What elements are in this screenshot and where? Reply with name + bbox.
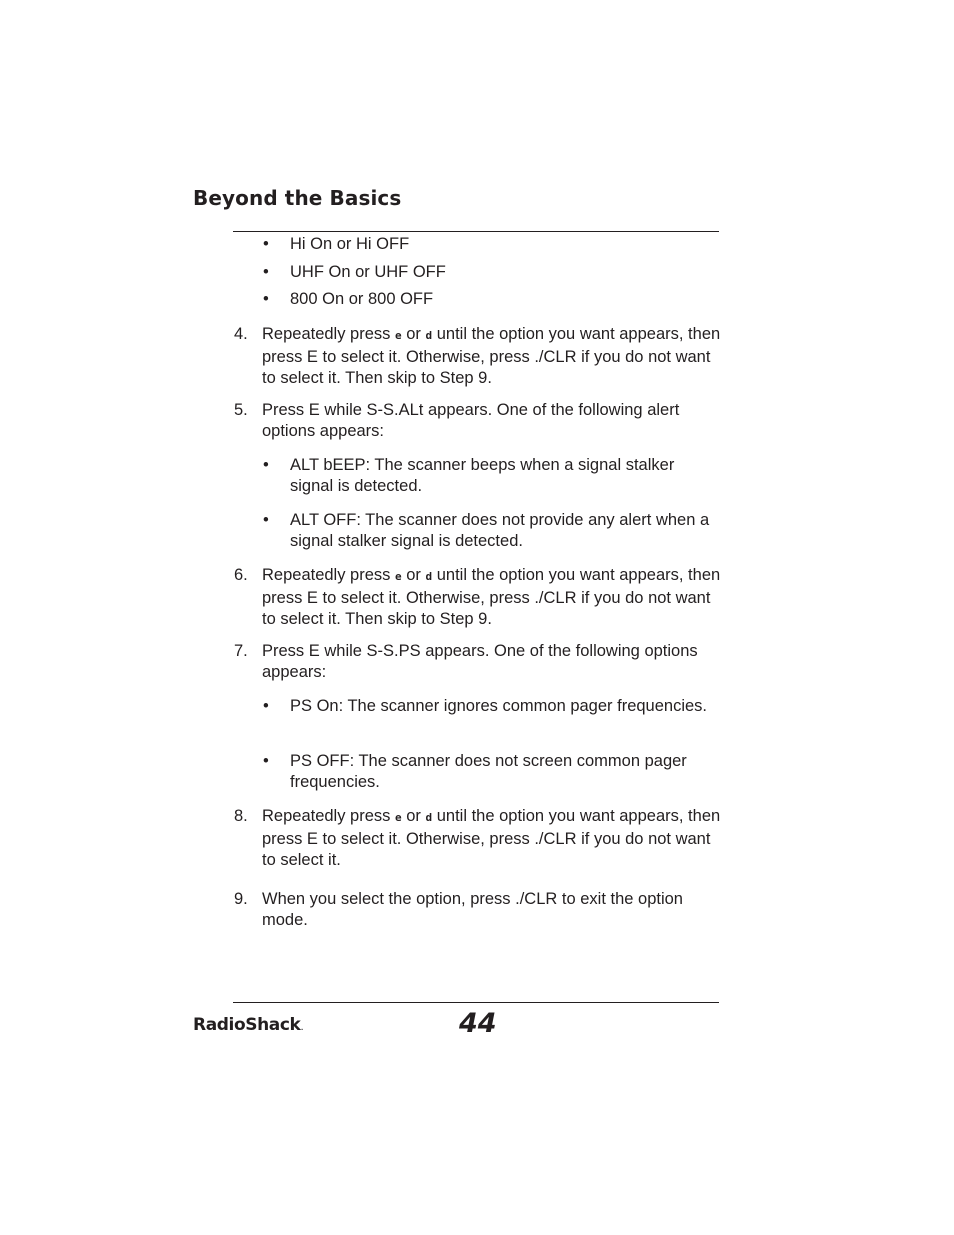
up-key-icon: e <box>395 811 402 824</box>
footer-divider <box>233 1002 719 1003</box>
down-key-icon: d <box>425 811 433 824</box>
step-text: When you select the option, press ./CLR to exit the option mode. <box>262 890 683 929</box>
step-number: 4. <box>234 325 248 343</box>
up-key-icon: e <box>395 329 402 342</box>
bullet-dot: • <box>263 511 269 529</box>
step-text: Press E while S-S.PS appears. One of the following options appears: <box>262 642 698 681</box>
step-number: 8. <box>234 807 248 825</box>
step-number: 5. <box>234 401 248 419</box>
bullet-text: Hi On or Hi OFF <box>290 235 410 253</box>
bullet-text: PS On: The scanner ignores common pager frequencies. <box>290 697 708 715</box>
step-text: Repeatedly press e or d until the option you want appears, then press E to select it. Otherwise, press ./CLR if you do not want to select it. Then skip to Step 9. <box>262 325 721 387</box>
bullet-dot: • <box>263 697 269 715</box>
bullet-dot: • <box>263 752 269 770</box>
bullet-dot: • <box>263 263 269 281</box>
bullet-dot: • <box>263 235 269 253</box>
down-key-icon: d <box>425 329 433 342</box>
bullet-dot: • <box>263 456 269 474</box>
bullet-text: PS OFF: The scanner does not screen common pager frequencies. <box>290 752 687 791</box>
step-text: Repeatedly press e or d until the option you want appears, then press E to select it. Otherwise, press ./CLR if you do not want to select it. Then skip to Step 9. <box>262 566 721 628</box>
radioshack-logo: RadioShack. <box>193 1015 304 1035</box>
up-key-icon: e <box>395 570 402 583</box>
section-title: Beyond the Basics <box>193 186 402 210</box>
step-number: 6. <box>234 566 248 584</box>
down-key-icon: d <box>425 570 433 583</box>
step-number: 7. <box>234 642 248 660</box>
step-text: Repeatedly press e or d until the option you want appears, then press E to select it. Otherwise, press ./CLR if you do not want to select it. <box>262 807 721 869</box>
bullet-dot: • <box>263 290 269 308</box>
bullet-text: ALT OFF: The scanner does not provide any alert when a signal stalker signal is detected. <box>290 511 710 550</box>
page-number: 44 <box>459 1008 497 1039</box>
step-text: Press E while S-S.ALt appears. One of the following alert options appears: <box>262 401 680 440</box>
bullet-text: 800 On or 800 OFF <box>290 290 434 308</box>
bullet-text: UHF On or UHF OFF <box>290 263 446 281</box>
bullet-text: ALT bEEP: The scanner beeps when a signal stalker signal is detected. <box>290 456 675 495</box>
header-divider <box>233 231 719 232</box>
step-number: 9. <box>234 890 248 908</box>
